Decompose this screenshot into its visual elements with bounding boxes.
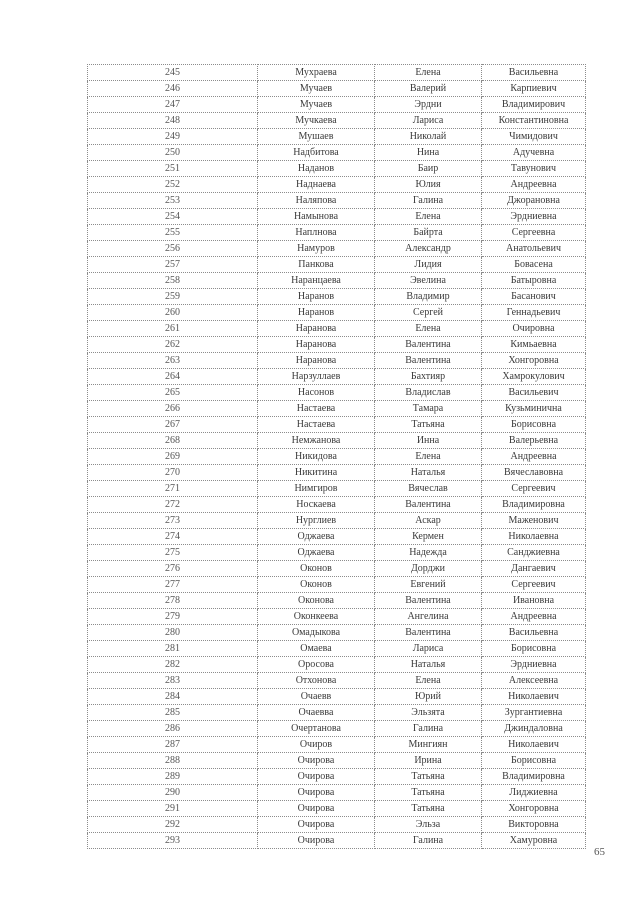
row-number-cell: 291	[88, 801, 258, 817]
patronymic-cell: Васильевна	[482, 625, 586, 641]
last-name-cell: Очирова	[258, 769, 375, 785]
row-number-cell: 263	[88, 353, 258, 369]
row-number-cell: 260	[88, 305, 258, 321]
table-row	[88, 769, 586, 785]
first-name-cell: Валентина	[375, 497, 482, 513]
last-name-cell: Наляпова	[258, 193, 375, 209]
first-name-cell: Лариса	[375, 641, 482, 657]
last-name-cell: Мучкаева	[258, 113, 375, 129]
first-name-cell: Ирина	[375, 753, 482, 769]
patronymic-cell: Адучевна	[482, 145, 586, 161]
first-name-cell: Татьяна	[375, 417, 482, 433]
first-name-cell: Валентина	[375, 593, 482, 609]
table-row	[88, 385, 586, 401]
row-number-cell: 293	[88, 833, 258, 849]
row-number-cell: 254	[88, 209, 258, 225]
last-name-cell: Оконова	[258, 593, 375, 609]
row-number-cell: 268	[88, 433, 258, 449]
first-name-cell: Эльза	[375, 817, 482, 833]
table-row	[88, 193, 586, 209]
table-row	[88, 81, 586, 97]
first-name-cell: Владимир	[375, 289, 482, 305]
patronymic-cell: Владимировна	[482, 497, 586, 513]
patronymic-cell: Геннадьевич	[482, 305, 586, 321]
patronymic-cell: Алексеевна	[482, 673, 586, 689]
last-name-cell: Наранова	[258, 321, 375, 337]
table-row	[88, 529, 586, 545]
patronymic-cell: Хамрокулович	[482, 369, 586, 385]
row-number-cell: 287	[88, 737, 258, 753]
row-number-cell: 259	[88, 289, 258, 305]
last-name-cell: Оджаева	[258, 529, 375, 545]
patronymic-cell: Зургантиевна	[482, 705, 586, 721]
table-row	[88, 673, 586, 689]
table-row	[88, 641, 586, 657]
patronymic-cell: Викторовна	[482, 817, 586, 833]
first-name-cell: Эльзята	[375, 705, 482, 721]
table-row	[88, 737, 586, 753]
row-number-cell: 274	[88, 529, 258, 545]
row-number-cell: 257	[88, 257, 258, 273]
patronymic-cell: Владимировна	[482, 769, 586, 785]
patronymic-cell: Андреевна	[482, 609, 586, 625]
patronymic-cell: Санджиевна	[482, 545, 586, 561]
row-number-cell: 292	[88, 817, 258, 833]
table-row	[88, 785, 586, 801]
table-row	[88, 609, 586, 625]
patronymic-cell: Кимьаевна	[482, 337, 586, 353]
first-name-cell: Валентина	[375, 625, 482, 641]
patronymic-cell: Хонгоровна	[482, 353, 586, 369]
first-name-cell: Кермен	[375, 529, 482, 545]
last-name-cell: Очаевва	[258, 705, 375, 721]
row-number-cell: 288	[88, 753, 258, 769]
patronymic-cell: Басанович	[482, 289, 586, 305]
table-row	[88, 513, 586, 529]
last-name-cell: Отхонова	[258, 673, 375, 689]
last-name-cell: Наранова	[258, 353, 375, 369]
last-name-cell: Очирова	[258, 817, 375, 833]
last-name-cell: Панкова	[258, 257, 375, 273]
table-row	[88, 721, 586, 737]
row-number-cell: 267	[88, 417, 258, 433]
table-row	[88, 305, 586, 321]
patronymic-cell: Чимидович	[482, 129, 586, 145]
table-row	[88, 689, 586, 705]
first-name-cell: Вячеслав	[375, 481, 482, 497]
table-row	[88, 705, 586, 721]
row-number-cell: 284	[88, 689, 258, 705]
last-name-cell: Нимгиров	[258, 481, 375, 497]
table-row	[88, 209, 586, 225]
last-name-cell: Наранов	[258, 305, 375, 321]
table-row	[88, 753, 586, 769]
row-number-cell: 285	[88, 705, 258, 721]
first-name-cell: Валерий	[375, 81, 482, 97]
first-name-cell: Наталья	[375, 657, 482, 673]
table-row	[88, 225, 586, 241]
first-name-cell: Нина	[375, 145, 482, 161]
first-name-cell: Эрдни	[375, 97, 482, 113]
patronymic-cell: Дангаевич	[482, 561, 586, 577]
table-row	[88, 417, 586, 433]
first-name-cell: Валентина	[375, 353, 482, 369]
patronymic-cell: Батыровна	[482, 273, 586, 289]
patronymic-cell: Сергеевна	[482, 225, 586, 241]
table-row	[88, 657, 586, 673]
patronymic-cell: Кузьминична	[482, 401, 586, 417]
row-number-cell: 252	[88, 177, 258, 193]
row-number-cell: 250	[88, 145, 258, 161]
patronymic-cell: Очировна	[482, 321, 586, 337]
last-name-cell: Очирова	[258, 753, 375, 769]
last-name-cell: Немжанова	[258, 433, 375, 449]
row-number-cell: 246	[88, 81, 258, 97]
table-row	[88, 129, 586, 145]
row-number-cell: 247	[88, 97, 258, 113]
first-name-cell: Байрта	[375, 225, 482, 241]
row-number-cell: 245	[88, 65, 258, 81]
patronymic-cell: Сергеевич	[482, 577, 586, 593]
row-number-cell: 289	[88, 769, 258, 785]
first-name-cell: Баир	[375, 161, 482, 177]
patronymic-cell: Джиндаловна	[482, 721, 586, 737]
last-name-cell: Наранов	[258, 289, 375, 305]
patronymic-cell: Борисовна	[482, 641, 586, 657]
patronymic-cell: Николаевич	[482, 737, 586, 753]
first-name-cell: Владислав	[375, 385, 482, 401]
patronymic-cell: Андреевна	[482, 177, 586, 193]
last-name-cell: Очаевв	[258, 689, 375, 705]
row-number-cell: 280	[88, 625, 258, 641]
table-row	[88, 577, 586, 593]
last-name-cell: Оконов	[258, 577, 375, 593]
last-name-cell: Оросова	[258, 657, 375, 673]
last-name-cell: Омаева	[258, 641, 375, 657]
table-row	[88, 353, 586, 369]
patronymic-cell: Владимирович	[482, 97, 586, 113]
first-name-cell: Тамара	[375, 401, 482, 417]
patronymic-cell: Джорановна	[482, 193, 586, 209]
patronymic-cell: Маженович	[482, 513, 586, 529]
table-row	[88, 321, 586, 337]
table-row	[88, 177, 586, 193]
row-number-cell: 286	[88, 721, 258, 737]
patronymic-cell: Валерьевна	[482, 433, 586, 449]
first-name-cell: Лидия	[375, 257, 482, 273]
row-number-cell: 266	[88, 401, 258, 417]
page-sheet	[87, 64, 585, 849]
table-row	[88, 465, 586, 481]
patronymic-cell: Хонгоровна	[482, 801, 586, 817]
first-name-cell: Елена	[375, 209, 482, 225]
row-number-cell: 248	[88, 113, 258, 129]
row-number-cell: 276	[88, 561, 258, 577]
patronymic-cell: Николаевна	[482, 529, 586, 545]
patronymic-cell: Эрдниевна	[482, 657, 586, 673]
row-number-cell: 271	[88, 481, 258, 497]
table-row	[88, 545, 586, 561]
row-number-cell: 249	[88, 129, 258, 145]
last-name-cell: Намуров	[258, 241, 375, 257]
first-name-cell: Эвелина	[375, 273, 482, 289]
first-name-cell: Елена	[375, 449, 482, 465]
last-name-cell: Намынова	[258, 209, 375, 225]
patronymic-cell: Карпиевич	[482, 81, 586, 97]
first-name-cell: Бахтияр	[375, 369, 482, 385]
first-name-cell: Дорджи	[375, 561, 482, 577]
table-row	[88, 145, 586, 161]
row-number-cell: 251	[88, 161, 258, 177]
first-name-cell: Татьяна	[375, 801, 482, 817]
row-number-cell: 264	[88, 369, 258, 385]
first-name-cell: Лариса	[375, 113, 482, 129]
last-name-cell: Наднаева	[258, 177, 375, 193]
last-name-cell: Наранцаева	[258, 273, 375, 289]
row-number-cell: 270	[88, 465, 258, 481]
first-name-cell: Мингиян	[375, 737, 482, 753]
last-name-cell: Настаева	[258, 417, 375, 433]
last-name-cell: Мухраева	[258, 65, 375, 81]
first-name-cell: Евгений	[375, 577, 482, 593]
first-name-cell: Галина	[375, 833, 482, 849]
table-row	[88, 625, 586, 641]
table-row	[88, 817, 586, 833]
row-number-cell: 253	[88, 193, 258, 209]
table-row	[88, 97, 586, 113]
first-name-cell: Инна	[375, 433, 482, 449]
row-number-cell: 272	[88, 497, 258, 513]
last-name-cell: Мучаев	[258, 81, 375, 97]
first-name-cell: Татьяна	[375, 769, 482, 785]
patronymic-cell: Лиджиевна	[482, 785, 586, 801]
patronymic-cell: Николаевич	[482, 689, 586, 705]
table-row	[88, 833, 586, 849]
table-row	[88, 497, 586, 513]
table-row	[88, 401, 586, 417]
first-name-cell: Елена	[375, 673, 482, 689]
first-name-cell: Елена	[375, 65, 482, 81]
table-row	[88, 273, 586, 289]
last-name-cell: Оконов	[258, 561, 375, 577]
first-name-cell: Николай	[375, 129, 482, 145]
last-name-cell: Наданов	[258, 161, 375, 177]
table-row	[88, 561, 586, 577]
first-name-cell: Елена	[375, 321, 482, 337]
table-row	[88, 65, 586, 81]
last-name-cell: Очирова	[258, 833, 375, 849]
first-name-cell: Аскар	[375, 513, 482, 529]
last-name-cell: Очертанова	[258, 721, 375, 737]
first-name-cell: Юлия	[375, 177, 482, 193]
first-name-cell: Наталья	[375, 465, 482, 481]
first-name-cell: Ангелина	[375, 609, 482, 625]
first-name-cell: Сергей	[375, 305, 482, 321]
last-name-cell: Никидова	[258, 449, 375, 465]
last-name-cell: Очиров	[258, 737, 375, 753]
last-name-cell: Нарзуллаев	[258, 369, 375, 385]
table-row	[88, 593, 586, 609]
patronymic-cell: Андреевна	[482, 449, 586, 465]
patronymic-cell: Борисовна	[482, 753, 586, 769]
row-number-cell: 282	[88, 657, 258, 673]
last-name-cell: Оконкеева	[258, 609, 375, 625]
last-name-cell: Мушаев	[258, 129, 375, 145]
patronymic-cell: Анатольевич	[482, 241, 586, 257]
table-body	[88, 65, 586, 849]
row-number-cell: 281	[88, 641, 258, 657]
row-number-cell: 273	[88, 513, 258, 529]
first-name-cell: Валентина	[375, 337, 482, 353]
last-name-cell: Омадыкова	[258, 625, 375, 641]
table-row	[88, 481, 586, 497]
table-row	[88, 241, 586, 257]
last-name-cell: Мучаев	[258, 97, 375, 113]
last-name-cell: Наранова	[258, 337, 375, 353]
first-name-cell: Галина	[375, 193, 482, 209]
patronymic-cell: Вячеславовна	[482, 465, 586, 481]
page-number: 65	[594, 846, 605, 858]
names-table	[87, 64, 586, 849]
table-row	[88, 113, 586, 129]
row-number-cell: 275	[88, 545, 258, 561]
last-name-cell: Нурглиев	[258, 513, 375, 529]
first-name-cell: Татьяна	[375, 785, 482, 801]
row-number-cell: 255	[88, 225, 258, 241]
last-name-cell: Очирова	[258, 785, 375, 801]
last-name-cell: Очирова	[258, 801, 375, 817]
patronymic-cell: Сергеевич	[482, 481, 586, 497]
table-row	[88, 161, 586, 177]
patronymic-cell: Хамуровна	[482, 833, 586, 849]
row-number-cell: 290	[88, 785, 258, 801]
last-name-cell: Настаева	[258, 401, 375, 417]
patronymic-cell: Васильевна	[482, 65, 586, 81]
table-row	[88, 289, 586, 305]
last-name-cell: Носкаева	[258, 497, 375, 513]
patronymic-cell: Васильевич	[482, 385, 586, 401]
row-number-cell: 261	[88, 321, 258, 337]
row-number-cell: 278	[88, 593, 258, 609]
row-number-cell: 256	[88, 241, 258, 257]
first-name-cell: Надежда	[375, 545, 482, 561]
table-row	[88, 337, 586, 353]
table-row	[88, 449, 586, 465]
table-row	[88, 801, 586, 817]
patronymic-cell: Тавунович	[482, 161, 586, 177]
last-name-cell: Оджаева	[258, 545, 375, 561]
table-row	[88, 257, 586, 273]
row-number-cell: 283	[88, 673, 258, 689]
row-number-cell: 277	[88, 577, 258, 593]
last-name-cell: Надбитова	[258, 145, 375, 161]
patronymic-cell: Константиновна	[482, 113, 586, 129]
row-number-cell: 269	[88, 449, 258, 465]
row-number-cell: 258	[88, 273, 258, 289]
patronymic-cell: Ивановна	[482, 593, 586, 609]
row-number-cell: 262	[88, 337, 258, 353]
table-row	[88, 369, 586, 385]
first-name-cell: Александр	[375, 241, 482, 257]
last-name-cell: Никитина	[258, 465, 375, 481]
patronymic-cell: Эрдниевна	[482, 209, 586, 225]
row-number-cell: 265	[88, 385, 258, 401]
row-number-cell: 279	[88, 609, 258, 625]
last-name-cell: Наплнова	[258, 225, 375, 241]
patronymic-cell: Борисовна	[482, 417, 586, 433]
first-name-cell: Юрий	[375, 689, 482, 705]
first-name-cell: Галина	[375, 721, 482, 737]
table-row	[88, 433, 586, 449]
patronymic-cell: Бовасена	[482, 257, 586, 273]
last-name-cell: Насонов	[258, 385, 375, 401]
